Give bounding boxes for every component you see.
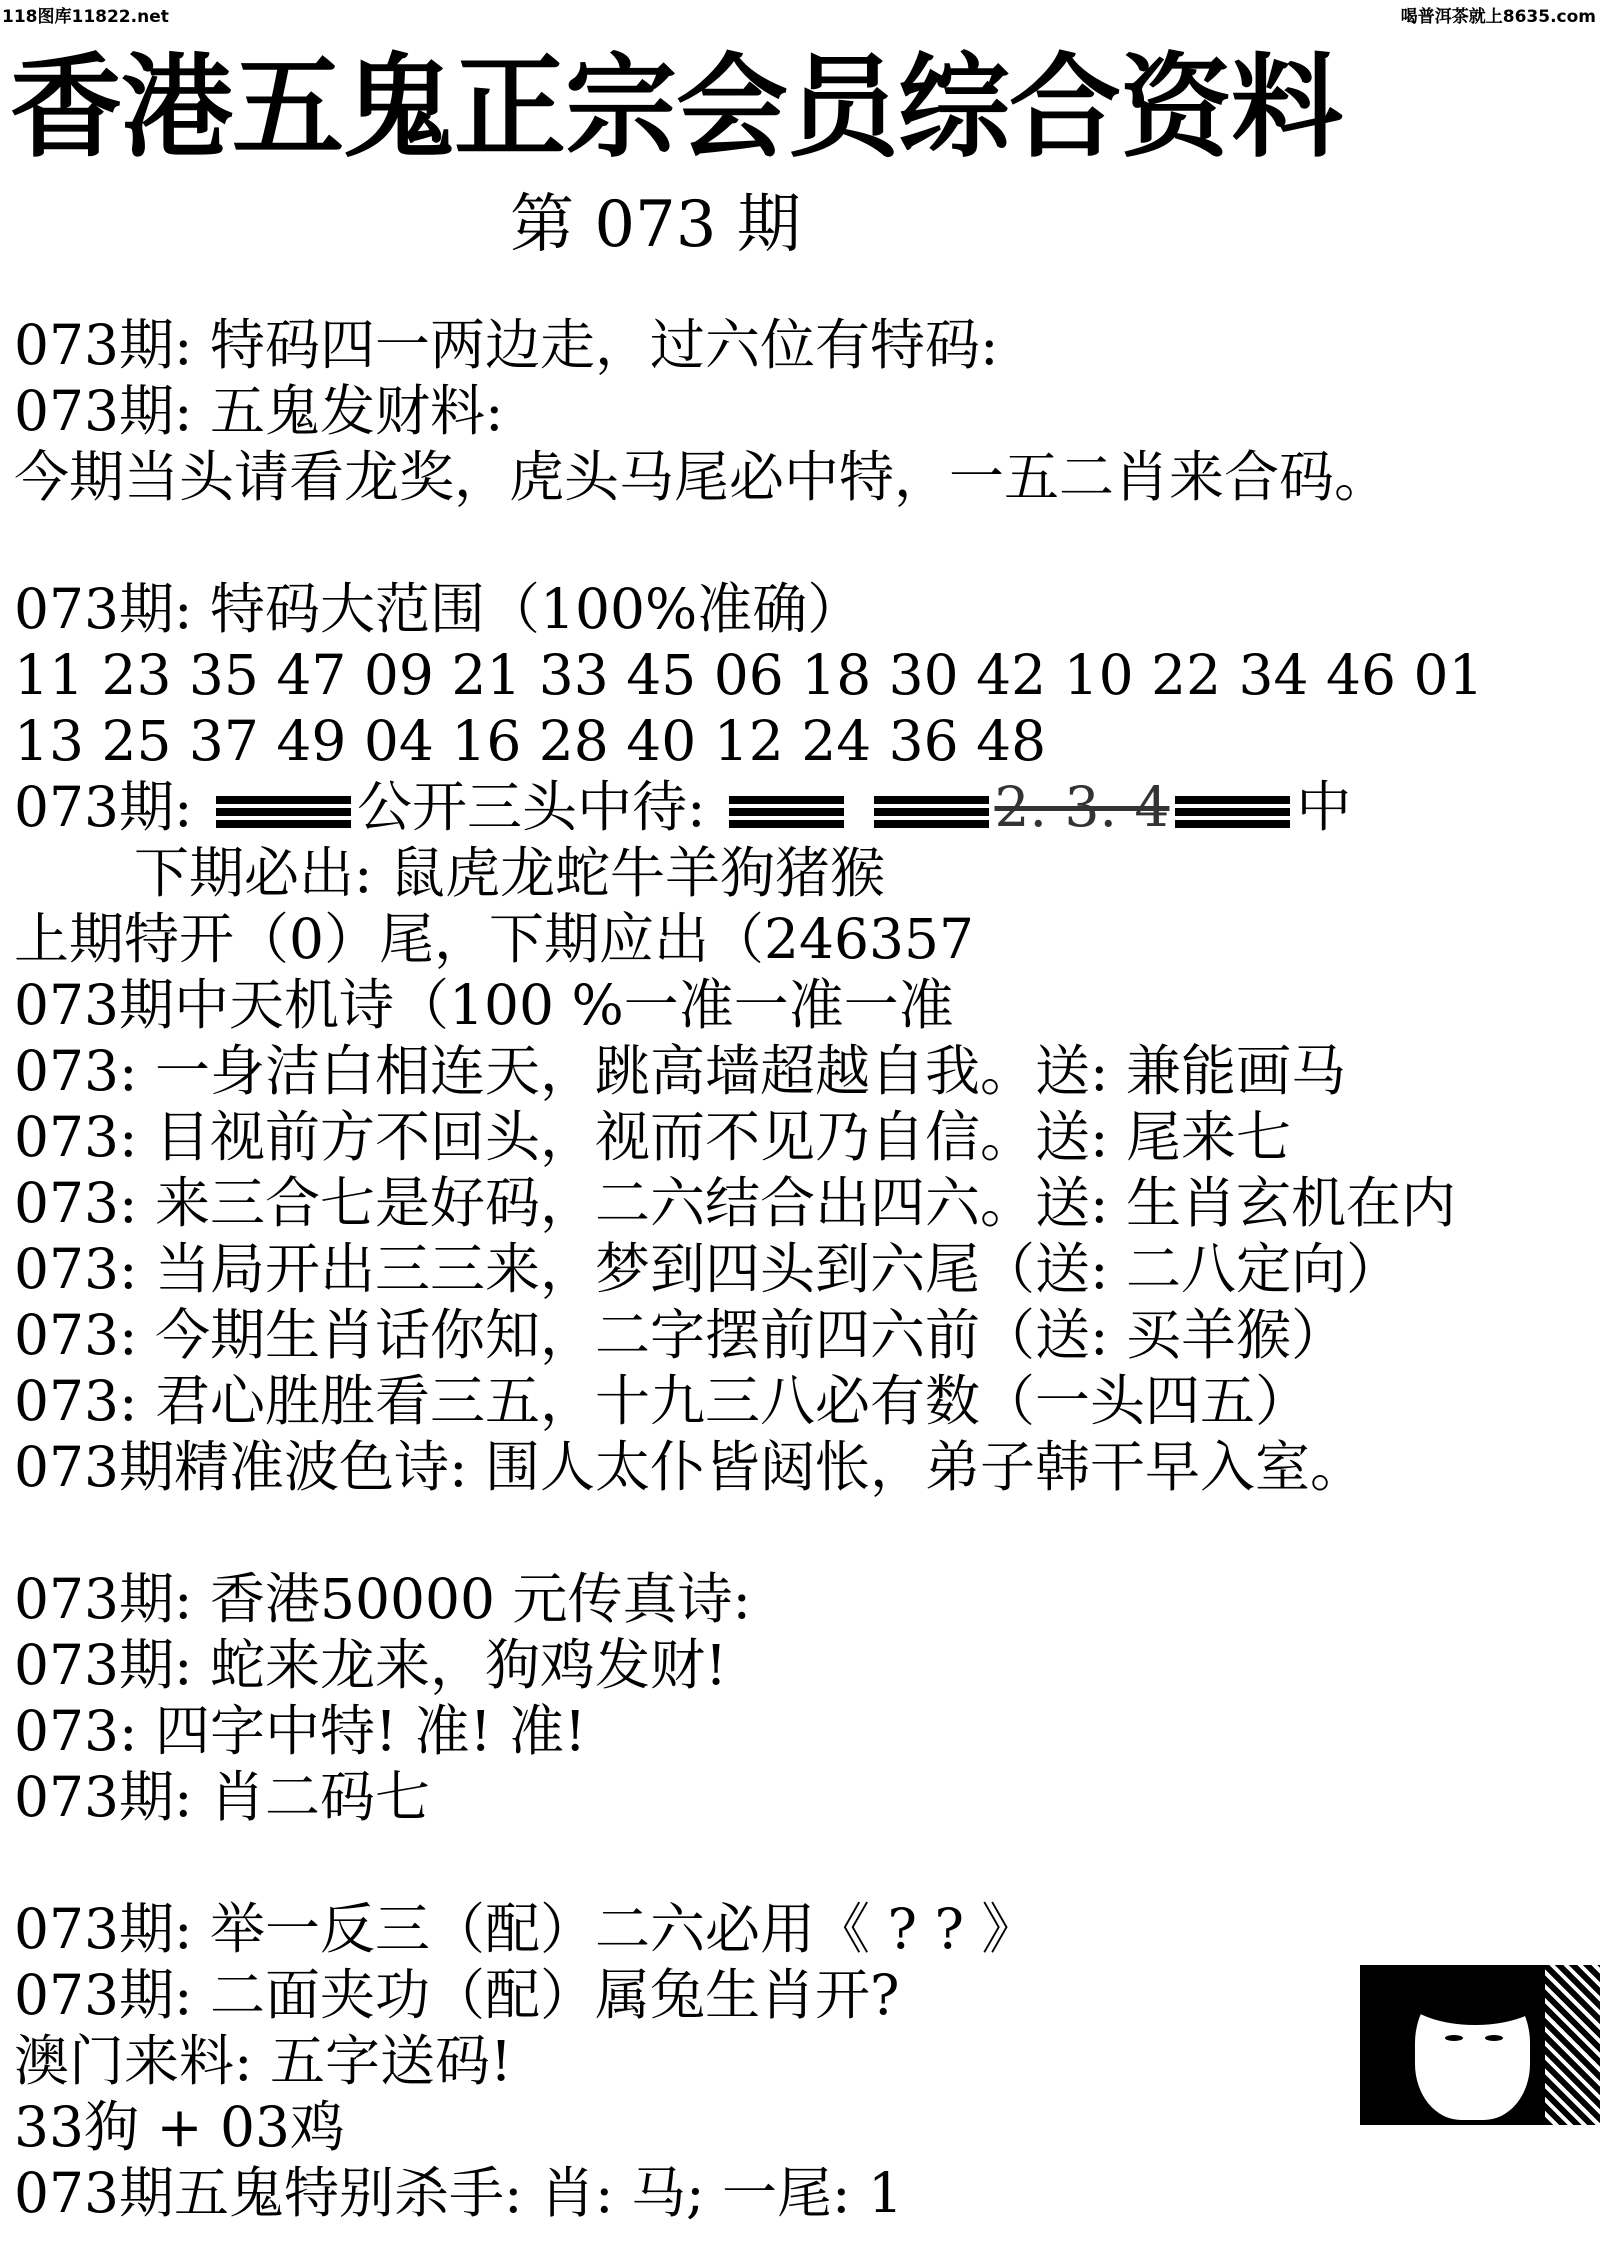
text-line: 073: 君心胜胜看三五，十九三八必有数（一头四五） xyxy=(14,1369,1310,1433)
text-line: 073期: 香港50000 元传真诗: xyxy=(14,1567,751,1631)
portrait-photo xyxy=(1360,1965,1600,2125)
redacted-block xyxy=(1175,796,1290,828)
text-line: 073: 一身洁白相连天，跳高墙超越自我。送: 兼能画马 xyxy=(14,1039,1347,1103)
site-watermark-right: 喝普洱茶就上8635.com xyxy=(1400,7,1596,27)
text-line: 073: 来三合七是好码，二六结合出四六。送: 生肖玄机在内 xyxy=(14,1171,1457,1235)
text-line: 073期: 特码四一两边走，过六位有特码: xyxy=(14,313,999,377)
text-line: 33狗 + 03鸡 xyxy=(14,2095,346,2159)
text-line: 073期: 二面夹功（配）属兔生肖开? xyxy=(14,1963,900,2027)
text-line: 073: 四字中特! 准! 准! xyxy=(14,1699,587,1763)
text-line: 073期精准波色诗: 围人太仆皆闼怅，弟子韩干早入室。 xyxy=(14,1435,1365,1499)
text-line: 073期: 举一反三（配）二六必用《 ? ? 》 xyxy=(14,1897,1037,1961)
page-title: 香港五鬼正宗会员综合资料 xyxy=(10,43,1342,173)
text-line: 澳门来料: 五字送码! xyxy=(14,2029,513,2093)
text-line: 073: 今期生肖话你知，二字摆前四六前（送: 买羊猴） xyxy=(14,1303,1347,1367)
text-line: 073期: 五鬼发财料: xyxy=(14,379,504,443)
redacted-block xyxy=(216,796,351,828)
eye-shape xyxy=(1445,2035,1463,2041)
text-line: 13 25 37 49 04 16 28 40 12 24 36 48 xyxy=(14,709,1047,773)
site-watermark-left: 118图库11822.net xyxy=(2,7,169,27)
text-line: 073: 当局开出三三来，梦到四头到六尾（送: 二八定向） xyxy=(14,1237,1402,1301)
santou-prefix: 073期: xyxy=(14,775,193,839)
santou-middle: 公开三头中待: xyxy=(357,775,706,839)
santou-suffix: 中 xyxy=(1296,775,1352,839)
text-line: 073: 目视前方不回头，视而不见乃自信。送: 尾来七 xyxy=(14,1105,1292,1169)
text-line: 073期中天机诗（100 %一准一准一准 xyxy=(14,973,954,1037)
redacted-block xyxy=(874,796,989,828)
text-line: 073期: 蛇来龙来，狗鸡发财! xyxy=(14,1633,728,1697)
text-line: 11 23 35 47 09 21 33 45 06 18 30 42 10 22 34 46 01 xyxy=(14,643,1484,707)
text-line: 073期: 肖二码七 xyxy=(14,1765,430,1829)
issue-number: 第 073 期 xyxy=(510,188,801,262)
text-line: 今期当头请看龙奖，虎头马尾必中特，一五二肖来合码。 xyxy=(14,445,1390,509)
dither-pattern xyxy=(1545,1965,1600,2125)
text-line: 073期五鬼特别杀手: 肖: 马; 一尾: 1 xyxy=(14,2161,904,2225)
text-line: 073期: 特码大范围（100%准确） xyxy=(14,577,863,641)
text-line: 上期特开（0）尾，下期应出（246357 xyxy=(14,907,974,971)
redacted-block xyxy=(729,796,844,828)
santou-numbers: 2. 3. 4 xyxy=(994,775,1170,839)
text-line: 下期必出: 鼠虎龙蛇牛羊狗猪猴 xyxy=(134,841,886,905)
santou-line xyxy=(14,774,1351,840)
eye-shape xyxy=(1485,2035,1503,2041)
